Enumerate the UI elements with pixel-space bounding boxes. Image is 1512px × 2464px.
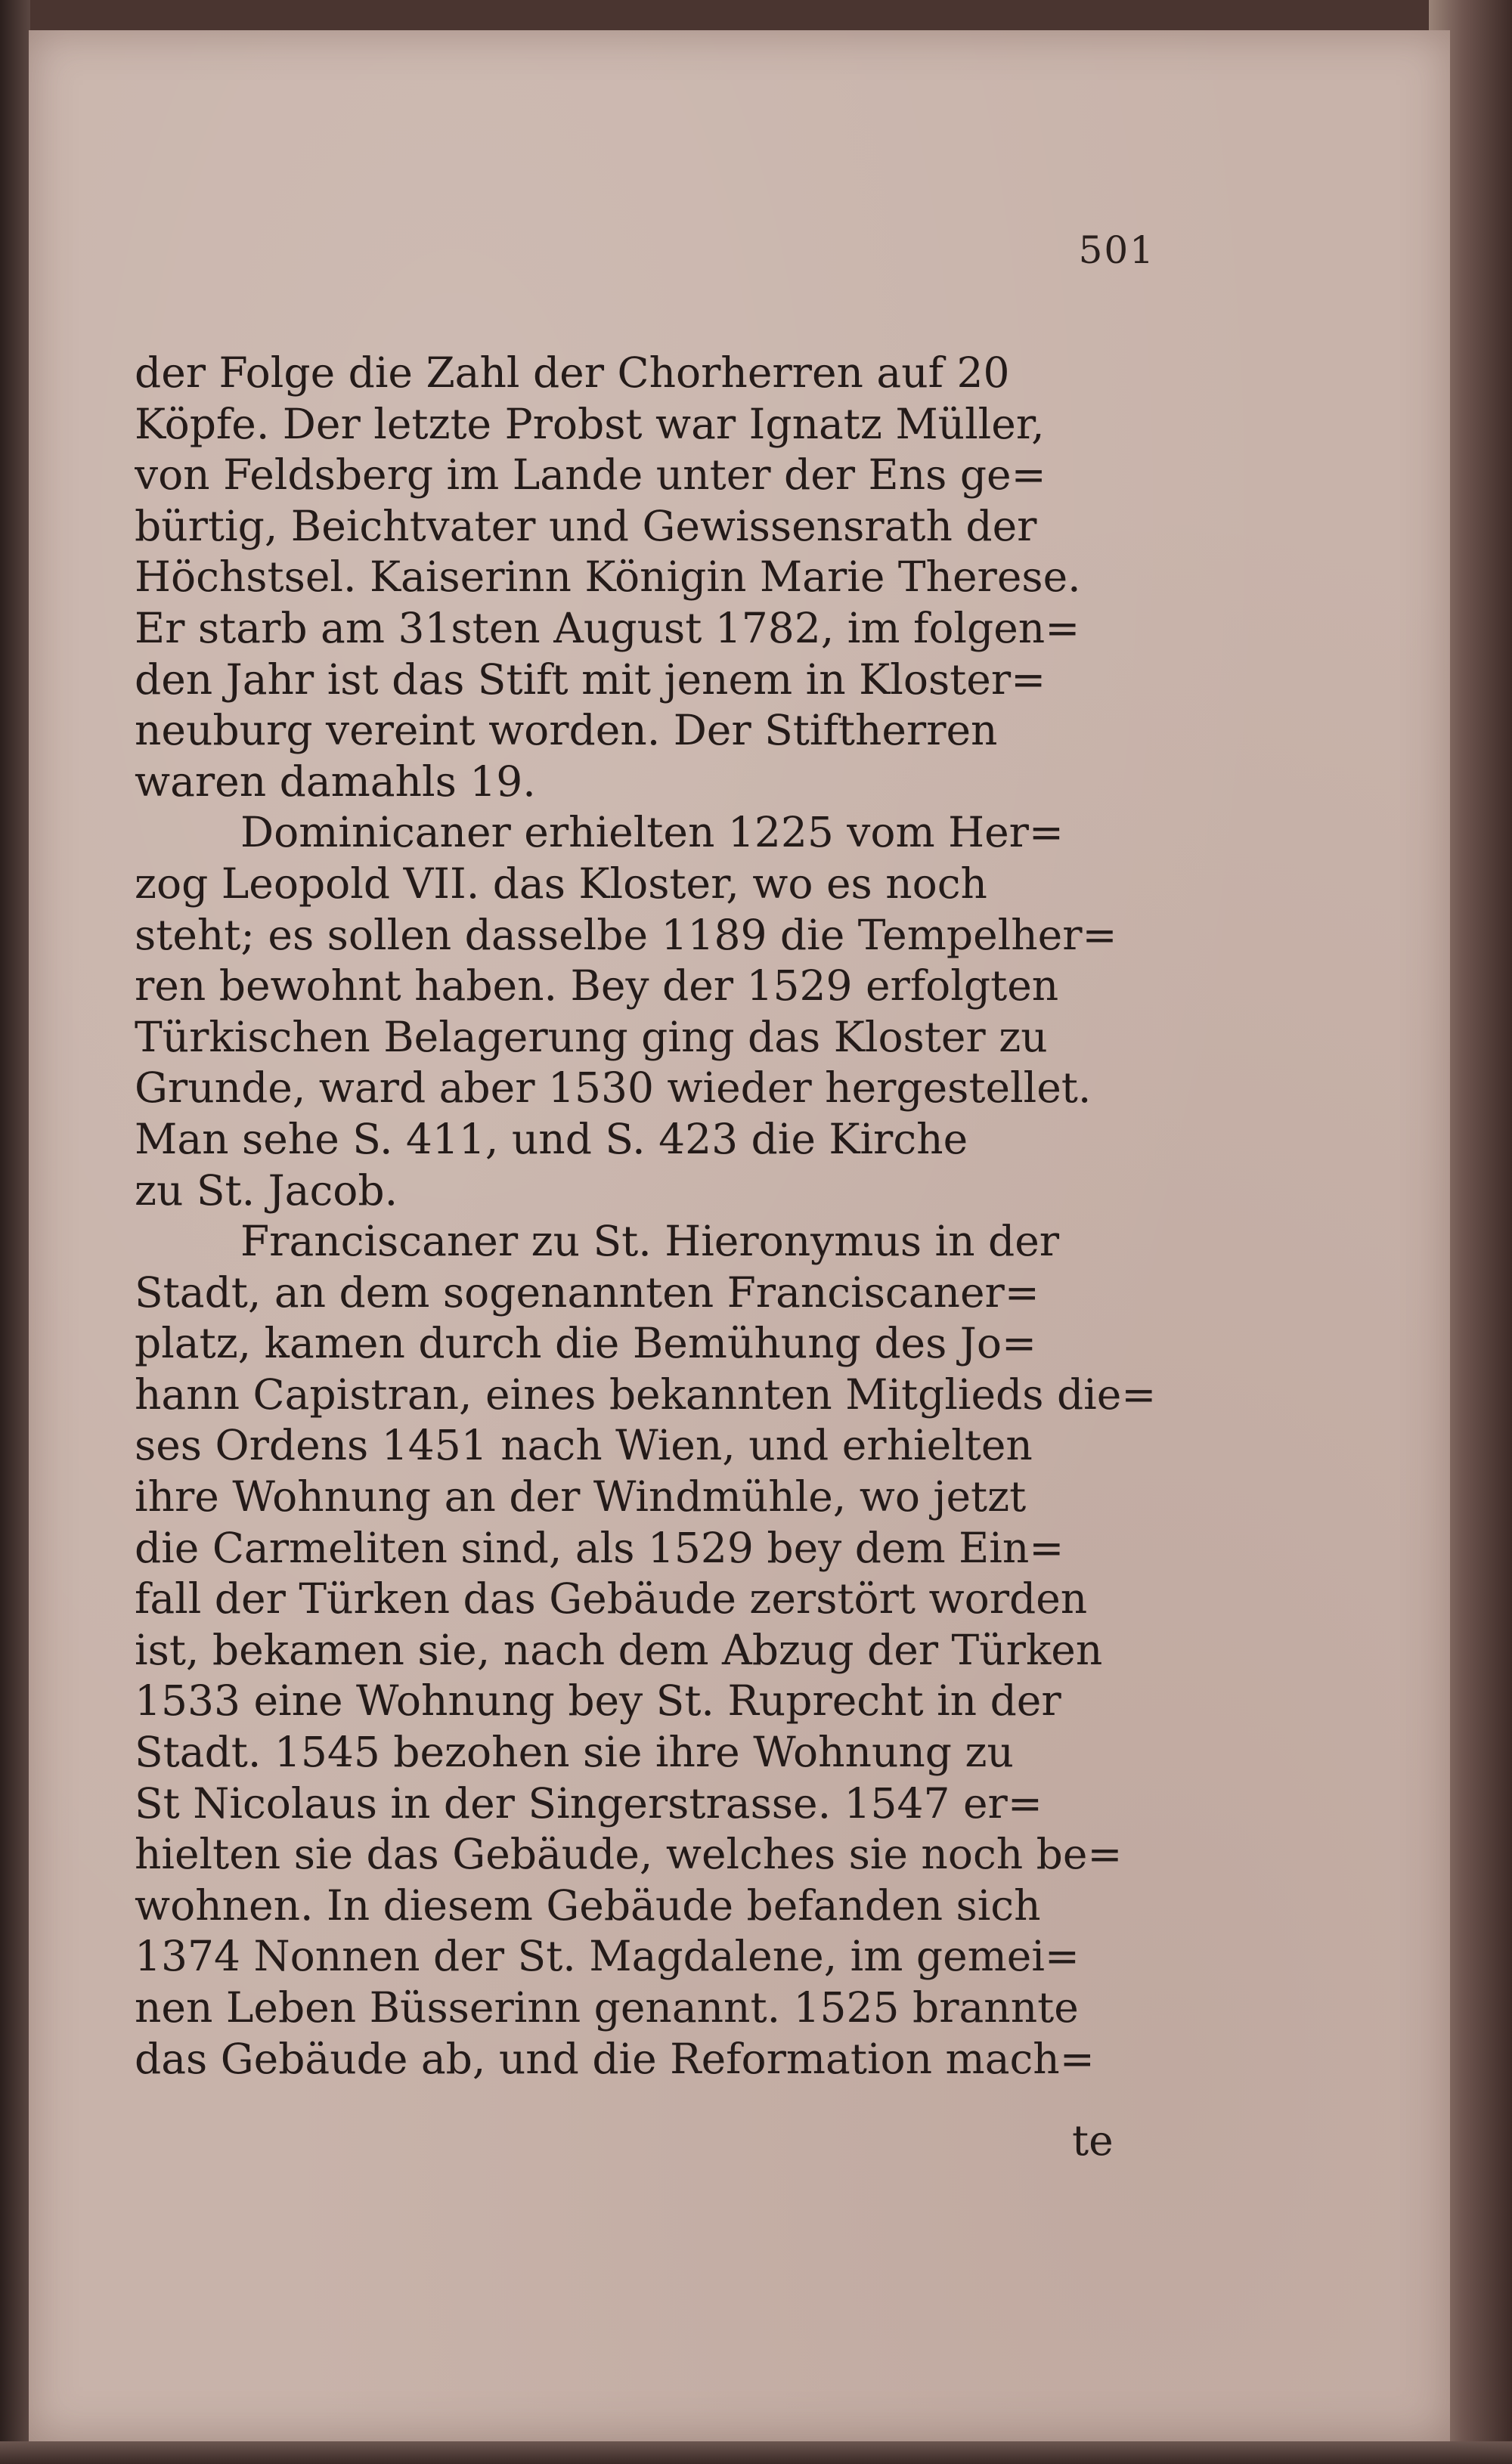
text-line: Er starb am 31sten August 1782, im folgen= — [135, 603, 1080, 652]
paper-sheet — [29, 30, 1450, 2441]
text-line: Stadt. 1545 bezohen sie ihre Wohnung zu — [135, 1728, 1014, 1777]
text-line: ihre Wohnung an der Windmühle, wo jetzt — [135, 1472, 1027, 1521]
text-line: Man sehe S. 411, und S. 423 die Kirche — [135, 1114, 968, 1163]
text-line: die Carmeliten sind, als 1529 bey dem Ein= — [135, 1523, 1064, 1572]
text-line: Türkischen Belagerung ging das Kloster zu — [135, 1012, 1048, 1061]
text-line: ren bewohnt haben. Bey der 1529 erfolgten — [135, 961, 1059, 1011]
text-line: wohnen. In diesem Gebäude befanden sich — [135, 1881, 1041, 1930]
text-line: neuburg vereint worden. Der Stiftherren — [135, 706, 998, 755]
text-line: ist, bekamen sie, nach dem Abzug der Türken — [135, 1625, 1103, 1674]
text-line: Köpfe. Der letzte Probst war Ignatz Müller, — [135, 399, 1045, 448]
text-line: fall der Türken das Gebäude zerstört worden — [135, 1574, 1088, 1624]
text-line: waren damahls 19. — [135, 757, 536, 806]
text-line: ses Ordens 1451 nach Wien, und erhielten — [135, 1421, 1033, 1470]
text-line: hann Capistran, eines bekannten Mitglieds die= — [135, 1370, 1157, 1419]
text-line: steht; es sollen dasselbe 1189 die Tempelher= — [135, 910, 1117, 959]
text-line: Höchstsel. Kaiserinn Königin Marie Therese. — [135, 553, 1081, 602]
text-line: St Nicolaus in der Singerstrasse. 1547 er= — [135, 1778, 1043, 1828]
text-line: zu St. Jacob. — [135, 1165, 398, 1215]
text-line: von Feldsberg im Lande unter der Ens ge= — [135, 450, 1046, 500]
text-line: Grunde, ward aber 1530 wieder hergestellet. — [135, 1063, 1092, 1113]
text-line: den Jahr ist das Stift mit jenem in Kloster= — [135, 655, 1046, 704]
text-line: das Gebäude ab, und die Reformation mach= — [135, 2034, 1095, 2083]
text-line: bürtig, Beichtvater und Gewissensrath der — [135, 501, 1037, 550]
text-line: nen Leben Büsserinn genannt. 1525 brannte — [135, 1983, 1079, 2032]
text-line: 1533 eine Wohnung bey St. Ruprecht in der — [135, 1676, 1061, 1726]
page-bottom-edge — [0, 2441, 1512, 2464]
text-line: der Folge die Zahl der Chorherren auf 20 — [135, 348, 1010, 397]
text-line: Stadt, an dem sogenannten Franciscaner= — [135, 1268, 1040, 1317]
text-line: 1374 Nonnen der St. Magdalene, im gemei= — [135, 1932, 1080, 1981]
text-line: platz, kamen durch die Bemühung des Jo= — [135, 1319, 1037, 1368]
page-number: 501 — [1078, 228, 1155, 272]
catchword: te — [1072, 2116, 1114, 2165]
body-text — [135, 348, 1170, 2085]
paragraph-start-line: Dominicaner erhielten 1225 vom Her= — [240, 808, 1064, 857]
paragraph-start-line: Franciscaner zu St. Hieronymus in der — [240, 1217, 1060, 1266]
binding-edge — [0, 0, 30, 2464]
text-line: zog Leopold VII. das Kloster, wo es noch — [135, 859, 987, 908]
text-line: hielten sie das Gebäude, welches sie noch be= — [135, 1830, 1123, 1879]
